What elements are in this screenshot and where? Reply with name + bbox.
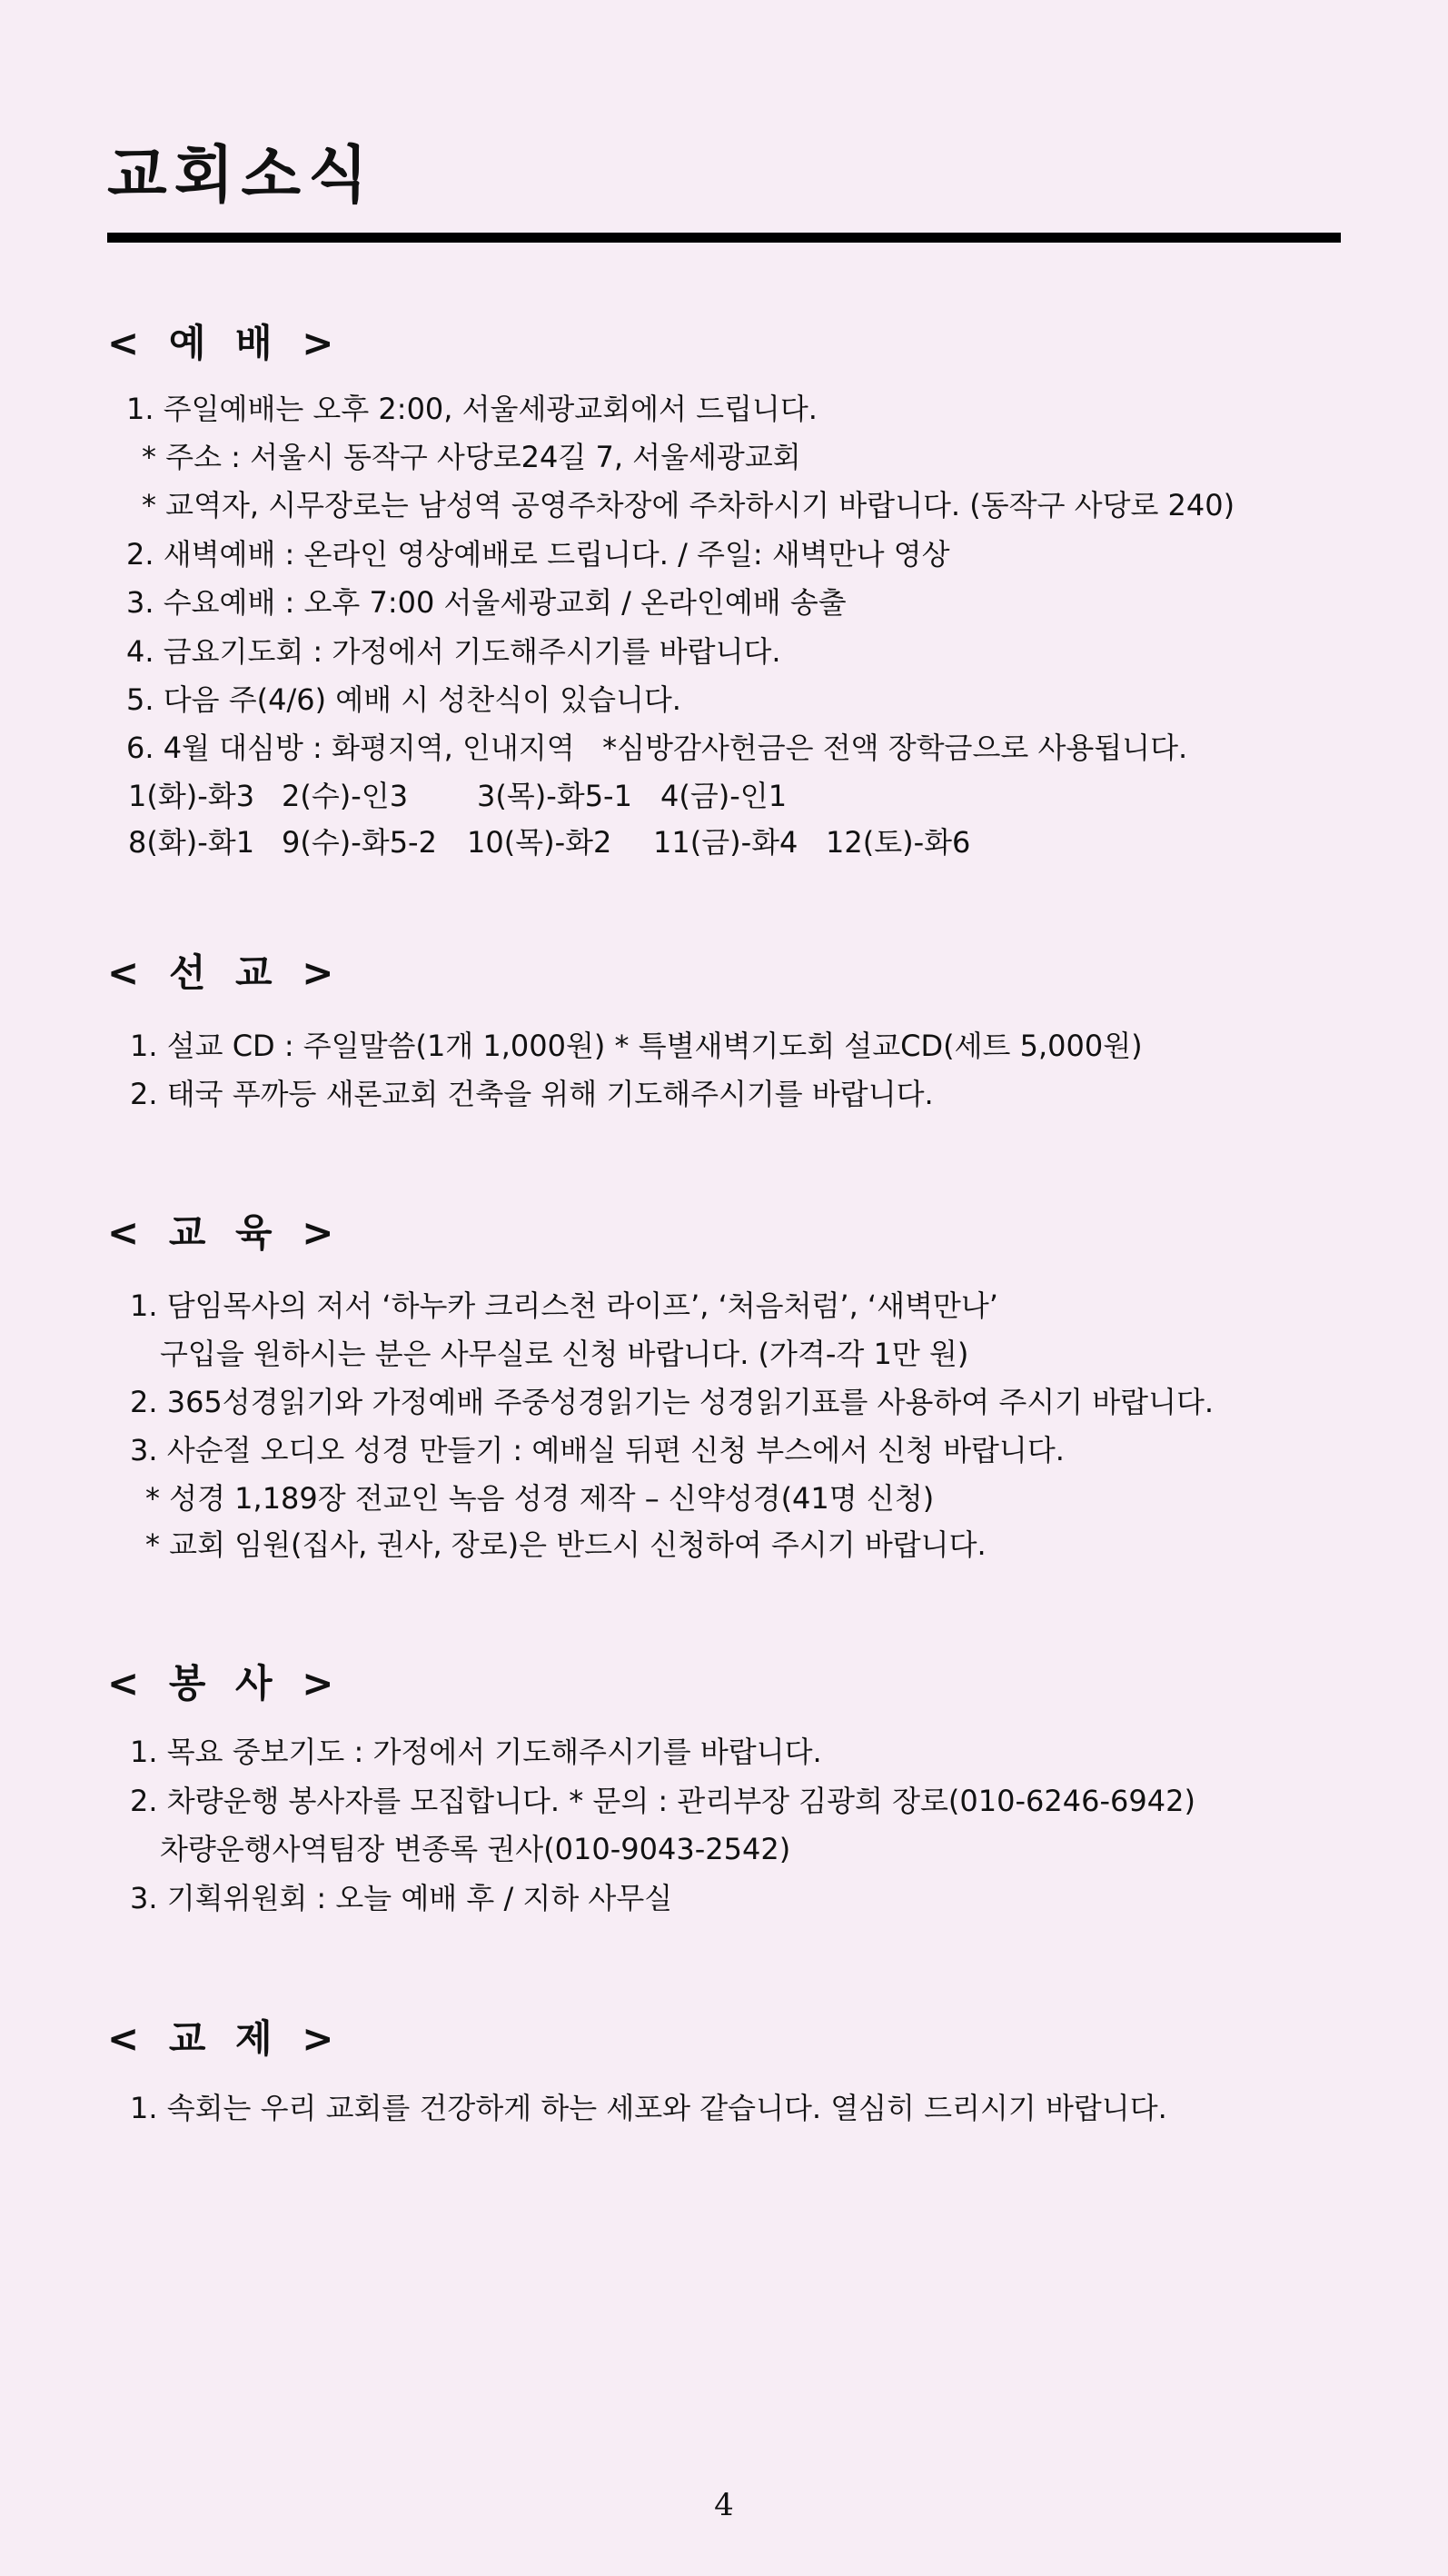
worship-line-1: 1. 주일예배는 오후 2:00, 서울세광교회에서 드립니다. bbox=[126, 392, 818, 426]
schedule-item: 12(토)-화6 bbox=[826, 825, 971, 860]
education-note-2: * 교회 임원(집사, 권사, 장로)은 반드시 신청하여 주시기 바랍니다. bbox=[145, 1527, 987, 1562]
schedule-item: 2(수)-인3 bbox=[282, 779, 409, 813]
section-heading: < 봉 사 > bbox=[107, 1661, 342, 1706]
schedule-item: 1(화)-화3 bbox=[128, 779, 255, 813]
worship-line-2: 2. 새벽예배 : 온라인 영상예배로 드립니다. / 주일: 새벽만나 영상 bbox=[126, 537, 950, 572]
section-heading: < 교 제 > bbox=[107, 2016, 342, 2061]
schedule-item: 9(수)-화5-2 bbox=[282, 825, 437, 860]
schedule-item: 4(금)-인1 bbox=[660, 779, 788, 813]
worship-line-4: 4. 금요기도회 : 가정에서 기도해주시기를 바랍니다. bbox=[126, 634, 781, 669]
schedule-item: 8(화)-화1 bbox=[128, 825, 255, 860]
page-title: 교회소식 bbox=[107, 140, 375, 212]
page-number: 4 bbox=[714, 2487, 734, 2523]
schedule-item: 3(목)-화5-1 bbox=[477, 779, 632, 813]
worship-line-5: 5. 다음 주(4/6) 예배 시 성찬식이 있습니다. bbox=[126, 682, 681, 717]
service-line-2-cont: 차량운행사역팀장 변종록 권사(010-9043-2542) bbox=[160, 1832, 791, 1866]
education-note-1: * 성경 1,189장 전교인 녹음 성경 제작 – 신약성경(41명 신청) bbox=[145, 1481, 935, 1516]
section-heading: < 예 배 > bbox=[107, 321, 342, 365]
education-line-2: 2. 365성경읽기와 가정예배 주중성경읽기는 성경읽기표를 사용하여 주시기 바랍니다. bbox=[130, 1385, 1215, 1419]
education-line-3: 3. 사순절 오디오 성경 만들기 : 예배실 뒤편 신청 부스에서 신청 바랍니다. bbox=[130, 1433, 1065, 1467]
schedule-item: 11(금)-화4 bbox=[653, 825, 798, 860]
education-line-1-cont: 구입을 원하시는 분은 사무실로 신청 바랍니다. (가격-각 1만 원) bbox=[160, 1337, 969, 1371]
service-line-1: 1. 목요 중보기도 : 가정에서 기도해주시기를 바랍니다. bbox=[130, 1735, 822, 1769]
title-rule bbox=[107, 233, 1341, 243]
service-line-3: 3. 기획위원회 : 오늘 예배 후 / 지하 사무실 bbox=[130, 1881, 673, 1915]
worship-line-3: 3. 수요예배 : 오후 7:00 서울세광교회 / 온라인예배 송출 bbox=[126, 585, 847, 620]
worship-parking-note: * 교역자, 시무장로는 남성역 공영주차장에 주차하시기 바랍니다. (동작구 사당로 240) bbox=[142, 488, 1235, 522]
fellowship-line-1: 1. 속회는 우리 교회를 건강하게 하는 세포와 같습니다. 열심히 드리시기 바랍니다. bbox=[130, 2091, 1167, 2125]
education-line-1: 1. 담임목사의 저서 ‘하누카 크리스천 라이프’, ‘처음처럼’, ‘새벽만나’ bbox=[130, 1288, 998, 1323]
schedule-item: 10(목)-화2 bbox=[467, 825, 612, 860]
service-line-2: 2. 차량운행 봉사자를 모집합니다. * 문의 : 관리부장 김광희 장로(010-6246-6942) bbox=[130, 1784, 1195, 1818]
section-heading: < 교 육 > bbox=[107, 1210, 342, 1255]
mission-line-1: 1. 설교 CD : 주일말씀(1개 1,000원) * 특별새벽기도회 설교CD(세트 5,000원) bbox=[130, 1029, 1143, 1063]
mission-line-2: 2. 태국 푸까등 새론교회 건축을 위해 기도해주시기를 바랍니다. bbox=[130, 1077, 934, 1111]
worship-line-6: 6. 4월 대심방 : 화평지역, 인내지역 *심방감사헌금은 전액 장학금으로 사용됩니다. bbox=[126, 731, 1188, 765]
section-heading: < 선 교 > bbox=[107, 950, 342, 995]
worship-address-note: * 주소 : 서울시 동작구 사당로24길 7, 서울세광교회 bbox=[142, 440, 801, 474]
